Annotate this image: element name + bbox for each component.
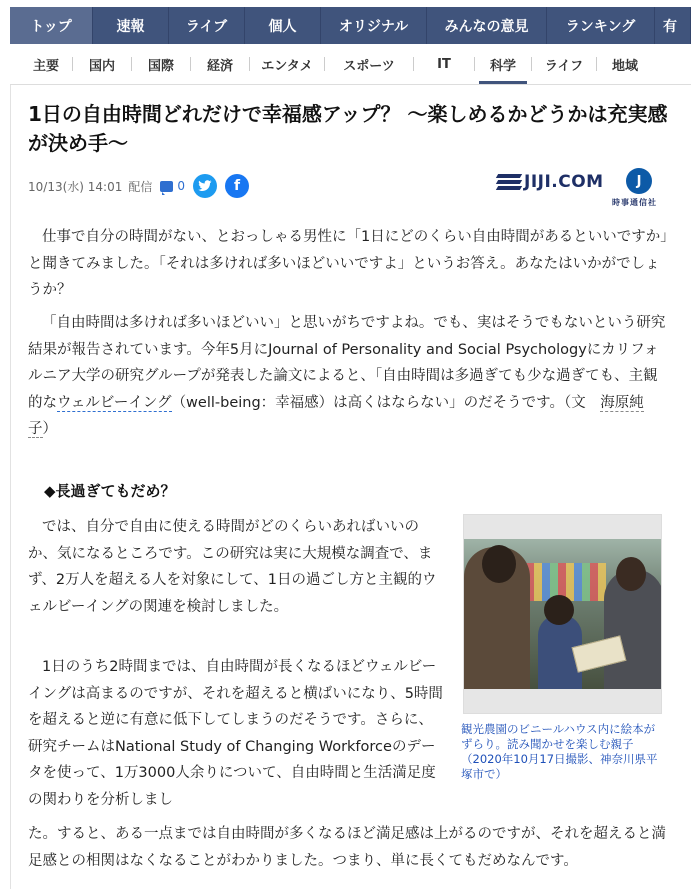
photo-image bbox=[464, 539, 661, 689]
category-tab-sports[interactable]: スポーツ bbox=[343, 58, 395, 74]
article-title: 1日の自由時間どれだけで幸福感アップ？ 〜楽しめるかどうかは充実感が決め手〜 bbox=[28, 102, 668, 155]
paragraph-text: 「自由時間は多ければ多いほどいい」と思いがちですよね。でも、実はそうでもないという研究結果が報告されています。今年5月にJournal of Personality and Social Psychologyにカリフォルニア大学の研究グループが発表した論文によると、「自由時間は多過ぎても少な過ぎても、主観的な bbox=[28, 315, 666, 411]
article-paragraph: では、自分で自由に使える時間がどのくらいあればいいのか、気になるところです。この研究は実に大規模な調査で、まず、2万人を超える人を対象にして、1日の過ごし方と主観的ウェルビーイングの関連を検討しました。 bbox=[28, 519, 437, 615]
top-nav bbox=[10, 7, 691, 44]
top-nav-tab-paid[interactable]: 有 bbox=[655, 7, 691, 44]
author-link[interactable]: 海原純子 bbox=[28, 394, 644, 437]
facebook-share-button[interactable] bbox=[225, 174, 249, 198]
publisher-name: JIJI.COM bbox=[524, 172, 604, 192]
category-tab-economy[interactable]: 経済 bbox=[206, 58, 233, 74]
paragraph-text: ） bbox=[42, 421, 57, 437]
article-paragraph-continued: た。すると、ある一点までは自由時間が多くなるほど満足感は上がるのですが、それを超えると満足感との相関はなくなることがわかりました。つまり、単に長くてもだめなんです。 bbox=[28, 826, 666, 869]
category-tab-it[interactable]: IT bbox=[437, 56, 451, 72]
top-nav-tab-flash[interactable]: 速報 bbox=[93, 7, 169, 44]
top-nav-tab-opinions[interactable]: みんなの意見 bbox=[427, 7, 547, 44]
category-tab-main[interactable]: 主要 bbox=[32, 58, 59, 74]
category-tab-science[interactable]: 科学 bbox=[475, 44, 531, 84]
article-meta bbox=[28, 172, 249, 200]
distribution-label: 配信 bbox=[128, 179, 153, 194]
jiji-wordmark bbox=[497, 172, 604, 192]
category-tab-life[interactable]: ライフ bbox=[544, 58, 584, 74]
article-photo[interactable] bbox=[463, 514, 662, 714]
photo-caption[interactable]: 観光農園のビニールハウス内に絵本がずらり。読み聞かせを楽しむ親子（2020年10月17日撮影、神奈川県平塚市で） bbox=[461, 722, 658, 781]
top-nav-tab-top[interactable]: トップ bbox=[10, 7, 93, 44]
top-nav-tab-individual[interactable]: 個人 bbox=[245, 7, 321, 44]
article-paragraph: 仕事で自分の時間がない、とおっしゃる男性に「1日にどのくらい自由時間があるといいですか」と聞きてみました。「それは多ければ多いほどいいですよ」というお答え。あなたはいかがでしょうか？ bbox=[28, 229, 668, 298]
category-tab-local[interactable]: 地域 bbox=[611, 58, 638, 74]
category-tab-entertainment[interactable]: エンタメ bbox=[261, 58, 313, 74]
jiji-mark-icon bbox=[497, 172, 521, 192]
category-tab-international[interactable]: 国際 bbox=[147, 58, 174, 74]
article-paragraph: 1日のうち2時間までは、自由時間が長くなるほどウェルビーイングは高まるのですが、それを超えると横ばいになり、5時間を超えると逆に有意に低下してしまうのだそうです。さらに、研究チームはNational Study of Changing Workforceのデータを使って、1万3000人余りについて、自由時間と生活満足度の関わりを分析しまし bbox=[28, 659, 443, 808]
top-nav-tab-live[interactable]: ライブ bbox=[169, 7, 245, 44]
glossary-link-wellbeing[interactable]: ウェルビーイング bbox=[57, 394, 172, 411]
nav-divider-line bbox=[10, 84, 691, 85]
publisher-subname: 時事通信社 bbox=[612, 198, 657, 207]
publish-date: 10/13(水) 14:01 bbox=[28, 179, 123, 194]
paragraph-text: （well-being：幸福感）は高くはならない」のだそうです。（文 bbox=[171, 394, 601, 411]
article-panel-border bbox=[10, 85, 11, 889]
category-tab-domestic[interactable]: 国内 bbox=[88, 58, 115, 74]
section-heading: ◆長過ぎてもだめ？ bbox=[44, 482, 176, 500]
twitter-icon bbox=[198, 180, 212, 192]
twitter-share-button[interactable] bbox=[193, 174, 217, 198]
publisher-logo[interactable] bbox=[497, 168, 669, 208]
category-nav bbox=[20, 44, 691, 84]
facebook-icon: f bbox=[233, 178, 241, 194]
comment-icon[interactable] bbox=[160, 181, 173, 192]
article-paragraph bbox=[28, 310, 668, 443]
jiji-seal-icon: J bbox=[626, 168, 652, 194]
comment-count[interactable]: 0 bbox=[177, 179, 185, 193]
top-nav-tab-ranking[interactable]: ランキング bbox=[547, 7, 655, 44]
top-nav-tab-original[interactable]: オリジナル bbox=[321, 7, 427, 44]
